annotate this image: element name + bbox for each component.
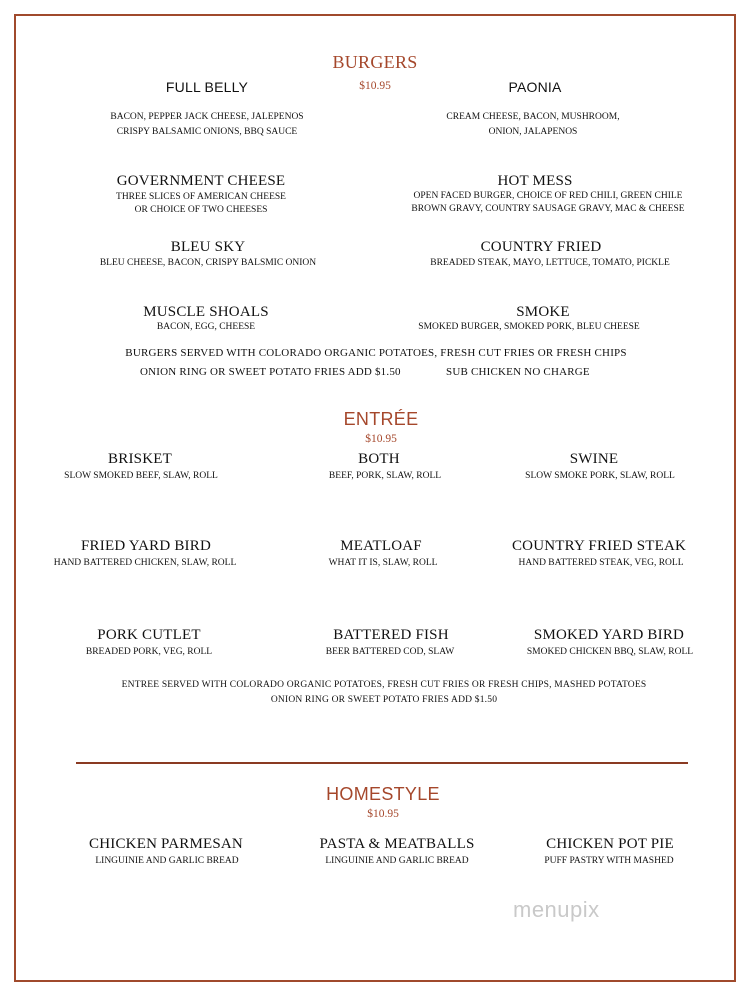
burgers-section-title: BURGERS: [332, 52, 418, 72]
menu-item-desc: SLOW SMOKED BEEF, SLAW, ROLL: [64, 471, 218, 481]
menu-item-desc: BACON, EGG, CHEESE: [156, 322, 256, 332]
menu-item-desc: WHAT IT IS, SLAW, ROLL: [328, 558, 438, 568]
menu-item-name: FRIED YARD BIRD: [81, 538, 211, 554]
menu-item-name: PASTA & MEATBALLS: [319, 836, 475, 852]
menu-item-desc: OPEN FACED BURGER, CHOICE OF RED CHILI, GREEN CHILE BROWN GRAVY, COUNTRY SAUSAGE GRAVY, MAC & CHEESE: [411, 191, 685, 214]
menu-item-desc: HAND BATTERED STEAK, VEG, ROLL: [518, 558, 684, 568]
entree-section-title: ENTRÉE: [343, 409, 419, 429]
entree-sides-note: ENTREE SERVED WITH COLORADO ORGANIC POTATOES, FRESH CUT FRIES OR FRESH CHIPS, MASHED POTATOES: [121, 680, 647, 690]
menu-item-desc: BLEU CHEESE, BACON, CRISPY BALSMIC ONION: [99, 258, 317, 268]
menu-item-desc: BEER BATTERED COD, SLAW: [325, 647, 455, 657]
homestyle-section-title: HOMESTYLE: [326, 784, 440, 804]
menu-item-name: HOT MESS: [497, 173, 573, 189]
menu-item-name: PORK CUTLET: [97, 627, 201, 643]
menu-item-name: MEATLOAF: [340, 538, 422, 554]
menu-item-name: BATTERED FISH: [333, 627, 449, 643]
burgers-price: $10.95: [359, 80, 391, 92]
menu-item-desc: CREAM CHEESE, BACON, MUSHROOM, ONION, JALAPENOS: [446, 112, 620, 137]
menu-item-name: BRISKET: [108, 451, 172, 467]
menu-item-name: CHICKEN PARMESAN: [89, 836, 243, 852]
menu-item-desc: PUFF PASTRY WITH MASHED: [544, 856, 674, 866]
burgers-substitution-note: SUB CHICKEN NO CHARGE: [446, 366, 590, 378]
section-divider: [76, 762, 688, 764]
burgers-upcharge-note: ONION RING OR SWEET POTATO FRIES ADD $1.50: [140, 366, 401, 378]
menu-item-desc: SLOW SMOKE PORK, SLAW, ROLL: [525, 471, 675, 481]
menu-item-desc: SMOKED CHICKEN BBQ, SLAW, ROLL: [526, 647, 694, 657]
menu-item-name: COUNTRY FRIED: [480, 239, 602, 255]
menu-item-desc: SMOKED BURGER, SMOKED PORK, BLEU CHEESE: [418, 322, 640, 332]
menu-item-name: PAONIA: [508, 79, 562, 95]
menu-item-desc: LINGUINIE AND GARLIC BREAD: [325, 856, 469, 866]
menupix-watermark: menupix: [513, 897, 600, 922]
menu-item-desc: LINGUINIE AND GARLIC BREAD: [95, 856, 239, 866]
menu-item-desc: HAND BATTERED CHICKEN, SLAW, ROLL: [53, 558, 237, 568]
entree-upcharge-note: ONION RING OR SWEET POTATO FRIES ADD $1.50: [270, 695, 498, 705]
menu-item-desc: THREE SLICES OF AMERICAN CHEESE OR CHOICE OF TWO CHEESES: [116, 192, 286, 215]
menu-item-name: CHICKEN POT PIE: [546, 836, 674, 852]
menu-item-desc: BREADED PORK, VEG, ROLL: [85, 647, 213, 657]
menu-item-name: FULL BELLY: [165, 79, 249, 95]
menu-item-name: BOTH: [358, 451, 400, 467]
menu-item-name: GOVERNMENT CHEESE: [116, 173, 286, 189]
menu-item-name: SWINE: [569, 451, 619, 467]
menu-item-desc: BACON, PEPPER JACK CHEESE, JALEPENOS CRISPY BALSAMIC ONIONS, BBQ SAUCE: [110, 112, 304, 137]
entree-price: $10.95: [365, 433, 397, 445]
menu-item-name: BLEU SKY: [170, 239, 246, 255]
menu-item-name: SMOKE: [516, 304, 570, 320]
menu-item-name: COUNTRY FRIED STEAK: [511, 538, 687, 554]
menu-item-name: MUSCLE SHOALS: [143, 304, 269, 320]
homestyle-price: $10.95: [367, 808, 399, 820]
menu-item-desc: BREADED STEAK, MAYO, LETTUCE, TOMATO, PICKLE: [430, 258, 670, 268]
burgers-sides-note: BURGERS SERVED WITH COLORADO ORGANIC POTATOES, FRESH CUT FRIES OR FRESH CHIPS: [125, 347, 627, 359]
menu-item-name: SMOKED YARD BIRD: [533, 627, 685, 643]
menu-item-desc: BEEF, PORK, SLAW, ROLL: [328, 471, 442, 481]
